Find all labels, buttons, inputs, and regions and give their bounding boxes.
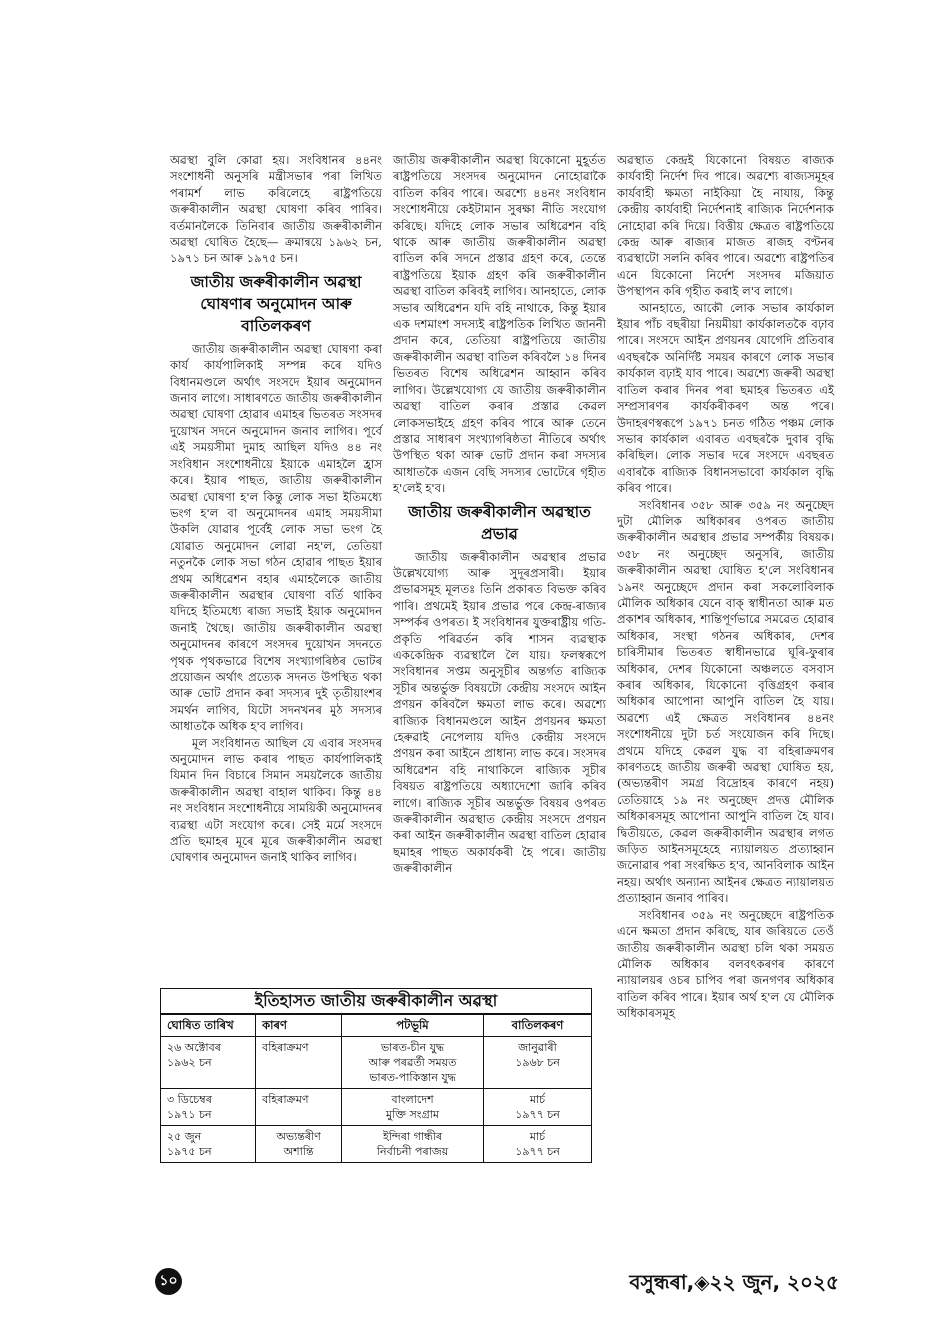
paragraph: অৱস্থা বুলি কোৱা হয়। সংবিধানৰ ৪৪নং সংশোধনী অনুসৰি মন্ত্ৰীসভাৰ পৰা লিখিত পৰামৰ্শ লাভ কৰিলেহে ৰাষ্ট্ৰপতিয়ে জৰুৰীকালীন অৱস্থা ঘোষণা কৰিব পাৰিব। বৰ্তমানলৈকে তিনিবাৰ জাতীয় জৰুৰীকালীন অৱস্থা ঘোষিত হৈছে— ক্ৰমান্বয়ে ১৯৬২ চন, ১৯৭১ চন আৰু ১৯৭৫ চন। bbox=[170, 153, 382, 266]
table-cell-reason: বহিৰাক্ৰমণ bbox=[256, 1089, 342, 1126]
table-cell-background: ইন্দিৰা গান্ধীৰ নিৰ্বাচনী পৰাজয় bbox=[342, 1126, 484, 1163]
table-cell-date: ২৬ অক্টোবৰ ১৯৬২ চন bbox=[161, 1037, 256, 1089]
paragraph: জাতীয় জৰুৰীকালীন অৱস্থা ঘোষণা কৰা কাৰ্য কাৰ্যপালিকাই সম্পন্ন কৰে যদিও বিধানমণ্ডলে অৰ্থাৎ সংসদে ইয়াৰ অনুমোদন জনাব লাগে। সাধাৰণতে জাতীয় জৰুৰীকালীন অৱস্থা ঘোষণা হোৱাৰ এমাহৰ ভিতৰত সংসদৰ দুয়োখন সদনে অনুমোদন জনাব লাগিব। পূৰ্বে এই সময়সীমা দুমাহ আছিল যদিও ৪৪ নং সংবিধান সংশোধনীয়ে ইয়াকে এমাহলৈ হ্ৰাস কৰে। ইয়াৰ পাছত, জাতীয় জৰুৰীকালীন অৱস্থা ঘোষণা হ'ল কিন্তু লোক সভা ইতিমধ্যে ভংগ হ'ল বা অনুমোদনৰ এমাহ সময়সীমা উকলি যোৱাৰ পূৰ্বেই লোক সভা ভংগ হৈ যোৱাত অনুমোদন লোৱা নহ'ল, তেতিয়া নতুনকৈ লোক সভা গঠন হোৱাৰ পাছত ইয়াৰ প্ৰথম অধিৱেশন বহাৰ এমাহলৈকে জাতীয় জৰুৰীকালীন অৱস্থাৰ ঘোষণা বৰ্তি থাকিব যদিহে ইতিমধ্যে ৰাজ্য সভাই ইয়াক অনুমোদন জনাই থৈছে। জাতীয় জৰুৰীকালীন অৱস্থা অনুমোদনৰ কাৰণে সংসদৰ দুয়োখন সদনতে পৃথক পৃথকভাৱে বিশেষ সংখ্যাগৰিষ্ঠৰ ভোটৰ প্ৰয়োজন অৰ্থাৎ প্ৰত্যেক সদনত উপস্থিত থকা আৰু ভোট প্ৰদান কৰা সদস্যৰ দুই তৃতীয়াংশৰ সমৰ্থন লাগিব, যিটো সদনখনৰ মুঠ সদস্যৰ আধাতকৈ অধিক হ'ব লাগিব। bbox=[170, 341, 382, 734]
emergency-history-table bbox=[161, 1014, 591, 1162]
table-cell-date: ৩ ডিচেম্বৰ ১৯৭১ চন bbox=[161, 1089, 256, 1126]
column-header-background: পটভূমি bbox=[342, 1015, 484, 1037]
paragraph: সংবিধানৰ ৩৫৯ নং অনুচ্ছেদে ৰাষ্ট্ৰপতিক এনে ক্ষমতা প্ৰদান কৰিছে, যাৰ জৰিয়তে তেওঁ জাতীয় জৰুৰীকালীন অৱস্থা চলি থকা সময়ত মৌলিক অধিকাৰ বলবৎকৰণৰ কাৰণে ন্যায়ালয়ৰ ওচৰ চাপিব পৰা জনগণৰ অধিকাৰ বাতিল কৰিব পাৰে। ইয়াৰ অৰ্থ হ'ল যে মৌলিক অধিকাৰসমূহ bbox=[617, 907, 834, 1021]
table-row bbox=[161, 1037, 591, 1089]
table-header-row bbox=[161, 1015, 591, 1037]
column-header-date: ঘোষিত তাৰিখ bbox=[161, 1015, 256, 1037]
table-cell-revocation: জানুৱাৰী ১৯৬৮ চন bbox=[483, 1037, 591, 1089]
paragraph: মূল সংবিধানত আছিল যে এবাৰ সংসদৰ অনুমোদন লাভ কৰাৰ পাছত কাৰ্যপালিকাই যিমান দিন বিচাৰে সিমান সময়লৈকে জাতীয় জৰুৰীকালীন অৱস্থা বাহাল থাকিব। কিন্তু ৪৪ নং সংবিধান সংশোধনীয়ে সাময়িকী অনুমোদনৰ ব্যৱস্থা এটা সংযোগ কৰে। সেই মৰ্মে সংসদে প্ৰতি ছমাহৰ মূৰে মূৰে জৰুৰীকালীন অৱস্থা ঘোষণাৰ অনুমোদন জনাই থাকিব লাগিব। bbox=[170, 735, 382, 865]
section-heading: জাতীয় জৰুৰীকালীন অৱস্থা ঘোষণাৰ অনুমোদন আৰু বাতিলকৰণ bbox=[190, 271, 362, 335]
section-heading: জাতীয় জৰুৰীকালীন অৱস্থাত প্ৰভাৱ bbox=[408, 501, 591, 543]
paragraph: অৱস্থাত কেন্দ্ৰই যিকোনো বিষয়ত ৰাজ্যক কাৰ্যবাহী নিৰ্দেশ দিব পাৰে। অৱশ্যে ৰাজ্যসমূহৰ কাৰ্যবাহী ক্ষমতা নাইকিয়া হৈ নাযায়, কিন্তু কেন্দ্ৰীয় কাৰ্যবাহী নিৰ্দেশনাই ৰাজ্যিক নিৰ্দেশনাক নোহোৱা কৰি দিয়ে। বিত্তীয় ক্ষেত্ৰত ৰাষ্ট্ৰপতিয়ে কেন্দ্ৰ আৰু ৰাজ্যৰ মাজত ৰাজহ বণ্টনৰ ব্যৱস্থাটো সলনি কৰিব পাৰে। অৱশ্যে ৰাষ্ট্ৰপতিৰ এনে যিকোনো নিৰ্দেশ সংসদৰ মজিয়াত উপস্থাপন কৰি গৃহীত কৰাই ল'ব লাগে। bbox=[617, 153, 834, 299]
column-header-reason: কাৰণ bbox=[256, 1015, 342, 1037]
table-row bbox=[161, 1126, 591, 1163]
paragraph: সংবিধানৰ ৩৫৮ আৰু ৩৫৯ নং অনুচ্ছেদ দুটা মৌলিক অধিকাৰৰ ওপৰত জাতীয় জৰুৰীকালীন অৱস্থাৰ প্ৰভাৱ সম্পৰ্কীয় বিষয়ক। ৩৫৮ নং অনুচ্ছেদ অনুসৰি, জাতীয় জৰুৰীকালীন অৱস্থা ঘোষিত হ'লে সংবিধানৰ ১৯নং অনুচ্ছেদে প্ৰদান কৰা সকলোবিলাক মৌলিক অধিকাৰ যেনে বাক্ স্বাধীনতা আৰু মত প্ৰকাশৰ অধিকাৰ, শান্তিপূৰ্ণভাৱে সমৱেত হোৱাৰ অধিকাৰ, সংস্থা গঠনৰ অধিকাৰ, দেশৰ চাৰিসীমাৰ ভিতৰত স্বাধীনভাৱে ঘূৰি-ফুৰাৰ অধিকাৰ, দেশৰ যিকোনো অঞ্চলতে বসবাস কৰাৰ অধিকাৰ, যিকোনো বৃত্তিগ্ৰহণ কৰাৰ অধিকাৰ আপোনা আপুনি বাতিল হৈ যায়। অৱশ্যে এই ক্ষেত্ৰত সংবিধানৰ ৪৪নং সংশোধনীয়ে দুটা চৰ্ত সংযোজন কৰি দিছে। প্ৰথমে যদিহে কেৱল যুদ্ধ বা বহিৰাক্ৰমণৰ কাৰণতহে জাতীয় জৰুৰী অৱস্থা ঘোষিত হয়, (অভ্যন্তৰীণ সমগ্ৰ বিদ্ৰোহৰ কাৰণে নহয়) তেতিয়াহে ১৯ নং অনুচ্ছেদ প্ৰদত্ত মৌলিক অধিকাৰসমূহ আপোনা আপুনি বাতিল হৈ যাব। দ্বিতীয়তে, কেৱল জৰুৰীকালীন অৱস্থাৰ লগত জড়িত আইনসমূহেহে ন্যায়ালয়ত প্ৰত্যাহ্বান জনোৱাৰ পৰা সংৰক্ষিত হ'ব, আনবিলাক আইন নহয়। অৰ্থাৎ অন্যান্য আইনৰ ক্ষেত্ৰত ন্যায়ালয়ত প্ৰত্যাহ্বান জনাব পাৰিব। bbox=[617, 497, 834, 906]
table-cell-date: ২৫ জুন ১৯৭৫ চন bbox=[161, 1126, 256, 1163]
article-column-1 bbox=[170, 152, 382, 866]
article-column-2 bbox=[393, 152, 606, 877]
table-cell-reason: অভ্যন্তৰীণ অশান্তি bbox=[256, 1126, 342, 1163]
paragraph: জাতীয় জৰুৰীকালীন অৱস্থা যিকোনো মুহূৰ্তত ৰাষ্ট্ৰপতিয়ে সংসদৰ অনুমোদন নোহোৱাকৈ বাতিল কৰিব পাৰে। অৱশ্যে ৪৪নং সংবিধান সংশোধনীয়ে কেইটামান সুৰক্ষা নীতি সংযোগ কৰিছে। যদিহে লোক সভাৰ অধিৱেশন বহি থাকে আৰু জাতীয় জৰুৰীকালীন অৱস্থা বাতিল কৰি সদনে প্ৰস্তাৱ গ্ৰহণ কৰে, তেন্তে ৰাষ্ট্ৰপতিয়ে ইয়াক গ্ৰহণ কৰি জৰুৰীকালীন অৱস্থা বাতিল কৰিবই লাগিব। আনহাতে, লোক সভাৰ অধিৱেশন যদি বহি নাথাকে, কিন্তু ইয়াৰ এক দশমাংশ সদস্যই ৰাষ্ট্ৰপতিক লিখিত জাননী প্ৰদান কৰে, তেতিয়া ৰাষ্ট্ৰপতিয়ে জাতীয় জৰুৰীকালীন অৱস্থা বাতিল কৰিবলৈ ১৪ দিনৰ ভিতৰত বিশেষ অধিৱেশন আহ্বান কৰিব লাগিব। উল্লেখযোগ্য যে জাতীয় জৰুৰীকালীন অৱস্থা বাতিল কৰাৰ প্ৰস্তাৱ কেৱল লোকসভাইহে গ্ৰহণ কৰিব পাৰে আৰু তেনে প্ৰস্তাৱ সাধাৰণ সংখ্যাগৰিষ্ঠতা নীতিৰে অৰ্থাৎ উপস্থিত থকা আৰু ভোট প্ৰদান কৰা সদস্যৰ আধাতকৈ এজন বেছি সদস্যৰ ভোটেৰে গৃহীত হ'লেই হ'ব। bbox=[393, 153, 606, 496]
table-cell-background: বাংলাদেশ মুক্তি সংগ্ৰাম bbox=[342, 1089, 484, 1126]
paragraph: আনহাতে, আকৌ লোক সভাৰ কাৰ্যকাল ইয়াৰ পাঁচ বছৰীয়া নিয়মীয়া কাৰ্যকালতকৈ বঢ়াব পাৰে। সংসদে আইন প্ৰণয়নৰ যোগেদি প্ৰতিবাৰ এবছৰকৈ অনিৰ্দিষ্ট সময়ৰ কাৰণে লোক সভাৰ কাৰ্যকাল বঢ়াই যাব পাৰে। অৱশ্যে জৰুৰী অৱস্থা বাতিল কৰাৰ দিনৰ পৰা ছমাহৰ ভিতৰত এই সম্প্ৰসাৰণৰ কাৰ্যকৰীকৰণ অন্ত পৰে। উদাহৰণস্বৰূপে ১৯৭১ চনত গঠিত পঞ্চম লোক সভাৰ কাৰ্যকাল এবাৰত এবছৰকৈ দুবাৰ বৃদ্ধি কৰিছিল। লোক সভাৰ দৰে সংসদে এবছৰত এবাৰকৈ ৰাজ্যিক বিধানসভাবো কাৰ্যকাল বৃদ্ধি কৰিব পাৰে। bbox=[617, 300, 834, 496]
table-title: ইতিহাসত জাতীয় জৰুৰীকালীন অৱস্থা bbox=[161, 989, 591, 1014]
article-column-3 bbox=[617, 152, 834, 1022]
table-cell-revocation: মাৰ্চ ১৯৭৭ চন bbox=[483, 1089, 591, 1126]
publication-footer: বসুন্ধৰা,◈২২ জুন, ২০২৫ bbox=[629, 1270, 839, 1294]
paragraph: জাতীয় জৰুৰীকালীন অৱস্থাৰ প্ৰভাৱ উল্লেখযোগ্য আৰু সুদূৰপ্ৰসাৰী। ইয়াৰ প্ৰভাৱসমূহ মূলতঃ তিনি প্ৰকাৰত বিভক্ত কৰিব পাৰি। প্ৰথমেই ইয়াৰ প্ৰভাৱ পৰে কেন্দ্ৰ-ৰাজ্যৰ সম্পৰ্কৰ ওপৰত। ই সংবিধানৰ যুক্তৰাষ্ট্ৰীয় গতি-প্ৰকৃতি পৰিৱৰ্তন কৰি শাসন ব্যৱস্থাক এককেন্দ্ৰিক ব্যৱস্থালৈ লৈ যায়। ফলস্বৰূপে সংবিধানৰ সপ্তম অনুসূচীৰ অন্তৰ্গত ৰাজ্যিক সূচীৰ অন্তৰ্ভুক্ত বিষয়টো কেন্দ্ৰীয় সংসদে আইন প্ৰণয়ন কৰিবলৈ ক্ষমতা লাভ কৰে। অৱশ্যে ৰাজ্যিক বিধানমণ্ডলে আইন প্ৰণয়নৰ ক্ষমতা হেৰুৱাই নেপেলায় যদিও কেন্দ্ৰীয় সংসদে প্ৰণয়ন কৰা আইনে প্ৰাধান্য লাভ কৰে। সংসদৰ অধিৱেশন বহি নাথাকিলে ৰাজ্যিক সূচীৰ বিষয়ত ৰাষ্ট্ৰপতিয়ে অধ্যাদেশো জাৰি কৰিব লাগে। ৰাজ্যিক সূচীৰ অন্তৰ্ভুক্ত বিষয়ৰ ওপৰত জৰুৰীকালীন অৱস্থাত কেন্দ্ৰীয় সংসদে প্ৰণয়ন কৰা আইন জৰুৰীকালীন অৱস্থা বাতিল হোৱাৰ ছমাহৰ পাছত অকাৰ্যকৰী হৈ পৰে। জাতীয় জৰুৰীকালীন bbox=[393, 549, 606, 876]
page-number-badge: ১০ bbox=[155, 1268, 182, 1295]
emergency-history-table-box bbox=[160, 988, 592, 1163]
table-cell-revocation: মাৰ্চ ১৯৭৭ চন bbox=[483, 1126, 591, 1163]
table-cell-reason: বহিৰাক্ৰমণ bbox=[256, 1037, 342, 1089]
table-row bbox=[161, 1089, 591, 1126]
column-header-revocation: বাতিলকৰণ bbox=[483, 1015, 591, 1037]
table-cell-background: ভাৰত-চীন যুদ্ধ আৰু পৰৱৰ্তী সময়ত ভাৰত-পাকিস্তান যুদ্ধ bbox=[342, 1037, 484, 1089]
